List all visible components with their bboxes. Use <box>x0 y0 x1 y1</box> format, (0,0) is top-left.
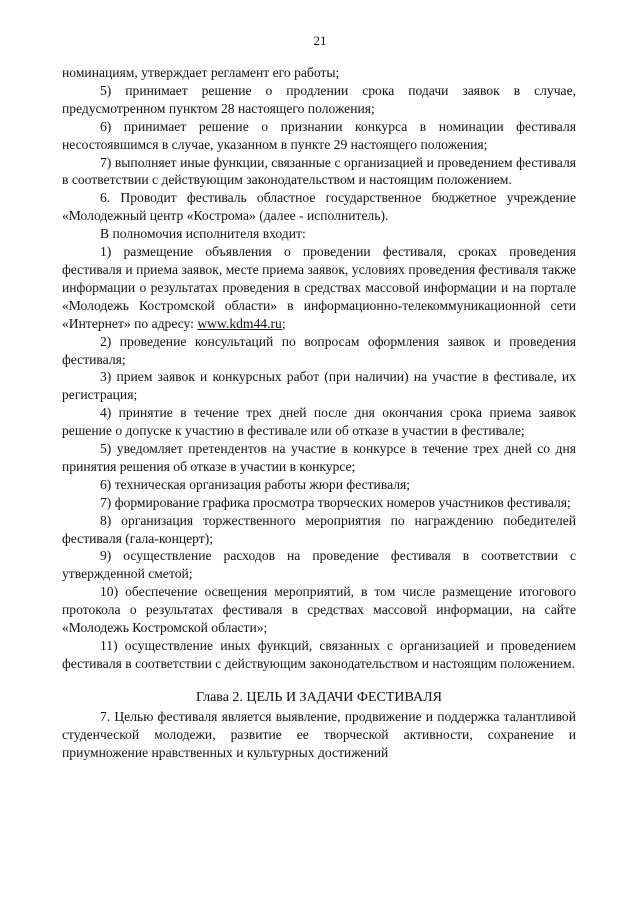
paragraph-power-5: 5) уведомляет претендентов на участие в конкурсе в течение трех дней со дня принятия решения об отказе в участии в конкурсе; <box>62 441 576 474</box>
paragraph-clause-7: 7. Целью фестиваля является выявление, продвижение и поддержка талантливой студенческой молодежи, развитие ее творческой активности, сохранение и приумножение нравственных и культурных достижений <box>62 708 576 760</box>
website-link[interactable]: www.kdm44.ru <box>197 315 282 331</box>
paragraph-clause-6: 6. Проводит фестиваль областное государственное бюджетное учреждение «Молодежный центр «Кострома» (далее - исполнитель). <box>62 190 576 224</box>
paragraph-power-1-text: 1) размещение объявления о проведении фестиваля, сроках проведения фестиваля и приема заявок, месте приема заявок, условиях проведения фестиваля также информации о результатах проведения в средствах массовой информации и на портале «Молодежь Костромской области» в информационно-телекоммуникационной сети «Интернет» по адресу: <box>62 244 576 331</box>
paragraph-power-9: 9) осуществление расходов на проведение фестиваля в соответствии с утвержденной сметой; <box>62 548 576 582</box>
link-suffix: ; <box>281 315 286 331</box>
paragraph-power-7: 7) формирование графика просмотра творческих номеров участников фестиваля; <box>100 494 571 510</box>
paragraph-power-4: 4) принятие в течение трех дней после дня окончания срока приема заявок решение о допуске к участию в фестивале или об отказе в участии в фестивале; <box>62 405 576 439</box>
chapter-heading: Глава 2. ЦЕЛЬ И ЗАДАЧИ ФЕСТИВАЛЯ <box>196 689 442 705</box>
paragraph-item-5: 5) принимает решение о продлении срока подачи заявок в случае, предусмотренном пунктом 28 настоящего положения; <box>62 82 576 116</box>
paragraph-power-11: 11) осуществление иных функций, связанных с организацией и проведением фестиваля в соответствии с действующим законодательством и настоящим положением. <box>62 638 576 671</box>
page-number: 21 <box>313 33 327 48</box>
paragraph-item-6: 6) принимает решение о признании конкурса в номинации фестиваля несостоявшимся в случае, указанном в пункте 29 настоящего положения; <box>62 118 576 152</box>
paragraph-power-3: 3) прием заявок и конкурсных работ (при наличии) на участие в фестивале, их регистрация; <box>62 369 576 403</box>
paragraph-power-8: 8) организация торжественного мероприятия по награждению победителей фестиваля (гала-концерт); <box>62 512 576 546</box>
paragraph-power-10: 10) обеспечение освещения мероприятий, в том числе размещение итогового протокола о результатах фестиваля в средствах массовой информации, на сайте «Молодежь Костромской области»; <box>62 584 576 636</box>
paragraph-continuation: номинациям, утверждает регламент его работы; <box>62 65 340 80</box>
paragraph-power-2: 2) проведение консультаций по вопросам оформления заявок и проведения фестиваля; <box>62 333 576 367</box>
paragraph-power-6: 6) техническая организация работы жюри фестиваля; <box>100 476 411 492</box>
paragraph-executor-powers: В полномочия исполнителя входит: <box>100 226 306 242</box>
paragraph-item-7: 7) выполняет иные функции, связанные с организацией и проведением фестиваля в соответствии с действующим законодательством и настоящим положением. <box>62 154 576 188</box>
document-body <box>62 64 576 761</box>
paragraph-power-1 <box>62 243 576 333</box>
